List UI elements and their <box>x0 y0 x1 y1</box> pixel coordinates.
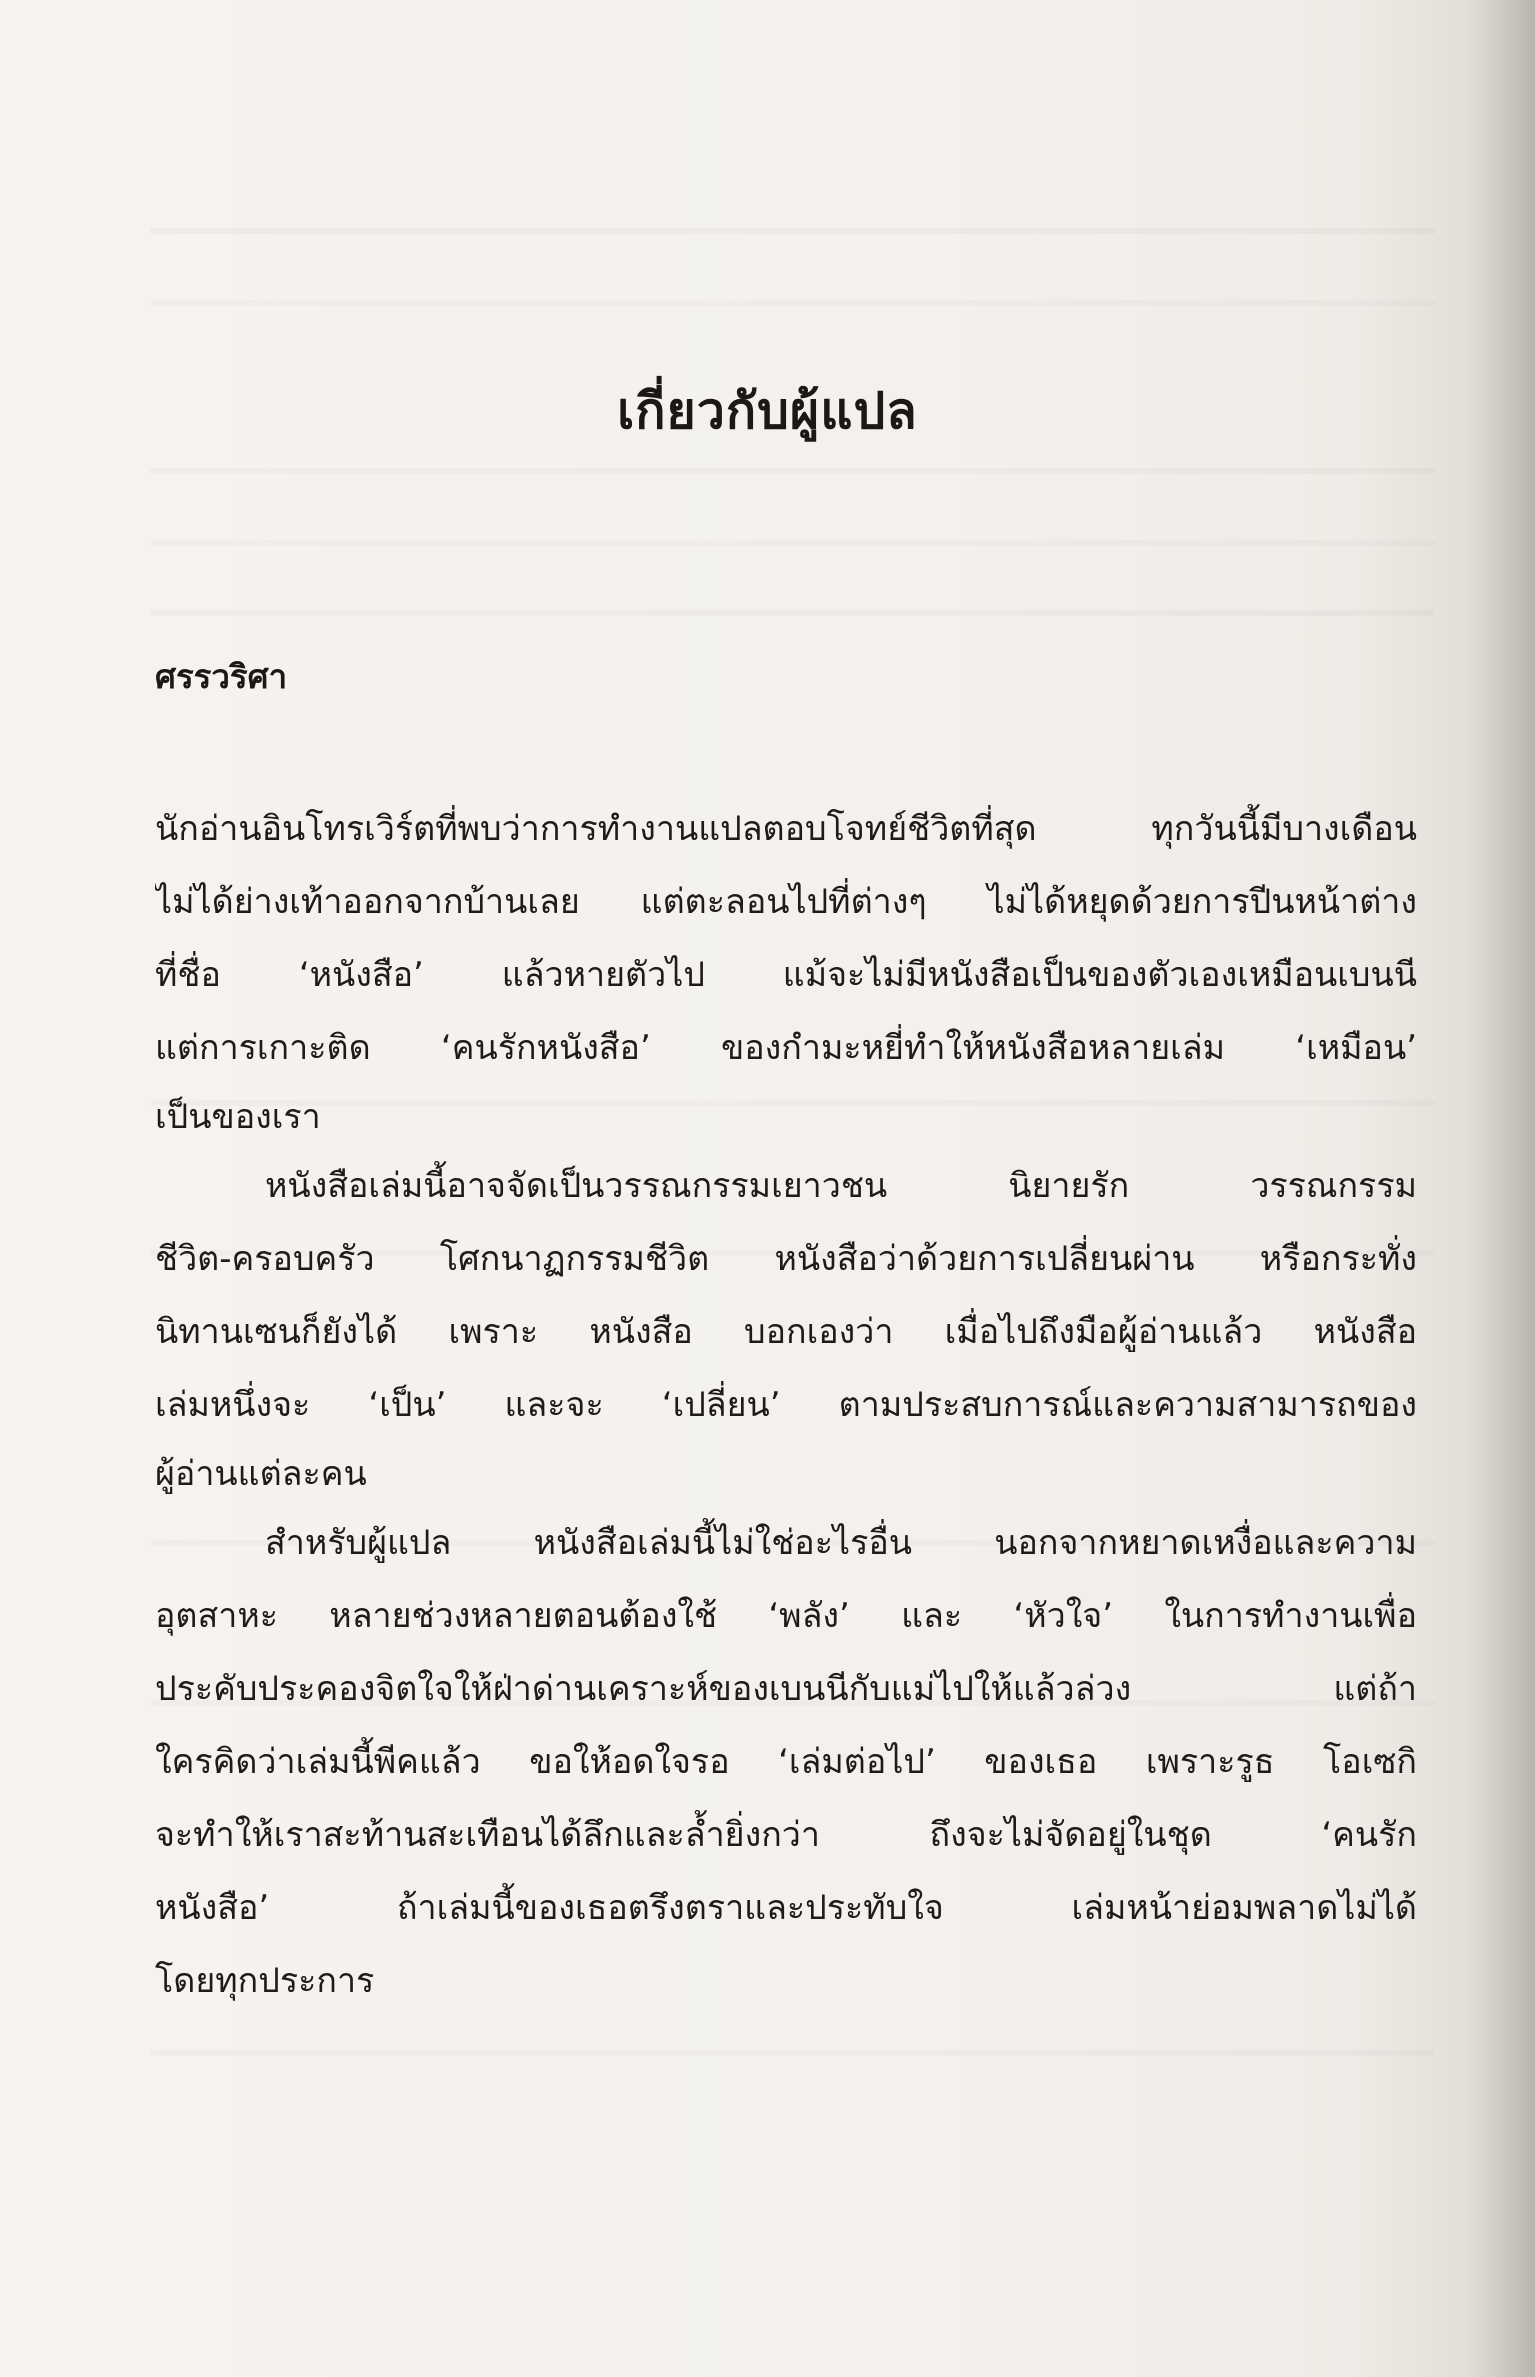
text-line: ชีวิต-ครอบครัว โศกนาฏกรรมชีวิต หนังสือว่าด้วยการเปลี่ยนผ่าน หรือกระทั่ง <box>155 1239 1417 1279</box>
show-through-line <box>150 468 1435 474</box>
show-through-line <box>150 300 1435 306</box>
show-through-line <box>150 540 1435 546</box>
text-line: ผู้อ่านแต่ละคน <box>155 1454 367 1494</box>
translator-name: ศรรวริศา <box>155 657 288 696</box>
text-line: ประคับประคองจิตใจให้ฝ่าด่านเคราะห์ของเบนนีกับแม่ไปให้แล้วล่วง แต่ถ้า <box>155 1669 1417 1709</box>
paragraph-start-line: หนังสือเล่มนี้อาจจัดเป็นวรรณกรรมเยาวชน นิยายรัก วรรณกรรม <box>265 1166 1417 1206</box>
text-line: นิทานเซนก็ยังได้ เพราะ หนังสือ บอกเองว่า เมื่อไปถึงมือผู้อ่านแล้ว หนังสือ <box>155 1312 1417 1352</box>
paragraph-start-line: สำหรับผู้แปล หนังสือเล่มนี้ไม่ใช่อะไรอื่น นอกจากหยาดเหงื่อและความ <box>265 1523 1417 1563</box>
text-line: อุตสาหะ หลายช่วงหลายตอนต้องใช้ ‘พลัง’ และ ‘หัวใจ’ ในการทำงานเพื่อ <box>155 1596 1417 1636</box>
show-through-line <box>150 610 1435 616</box>
show-through-line <box>150 2050 1435 2056</box>
text-line: จะทำให้เราสะท้านสะเทือนได้ลึกและล้ำยิ่งกว่า ถึงจะไม่จัดอยู่ในชุด ‘คนรัก <box>155 1815 1417 1855</box>
page-title: เกี่ยวกับผู้แปล <box>617 382 918 440</box>
text-line: หนังสือ’ ถ้าเล่มนี้ของเธอตรึงตราและประทับใจ เล่มหน้าย่อมพลาดไม่ได้ <box>155 1888 1417 1928</box>
text-line: ใครคิดว่าเล่มนี้พีคแล้ว ขอให้อดใจรอ ‘เล่มต่อไป’ ของเธอ เพราะรูธ โอเซกิ <box>155 1742 1417 1782</box>
text-line: โดยทุกประการ <box>155 1961 375 2001</box>
text-line: ที่ชื่อ ‘หนังสือ’ แล้วหายตัวไป แม้จะไม่มีหนังสือเป็นของตัวเองเหมือนเบนนี <box>155 955 1417 995</box>
body-text <box>155 793 1417 2018</box>
text-line: นักอ่านอินโทรเวิร์ตที่พบว่าการทำงานแปลตอบโจทย์ชีวิตที่สุด ทุกวันนี้มีบางเดือน <box>155 809 1417 849</box>
text-line: เล่มหนึ่งจะ ‘เป็น’ และจะ ‘เปลี่ยน’ ตามประสบการณ์และความสามารถของ <box>155 1385 1417 1425</box>
page-edge-shadow <box>1465 0 1535 2377</box>
text-line: เป็นของเรา <box>155 1097 321 1137</box>
text-line: ไม่ได้ย่างเท้าออกจากบ้านเลย แต่ตะลอนไปที่ต่างๆ ไม่ได้หยุดด้วยการปีนหน้าต่าง <box>155 882 1417 922</box>
text-line: แต่การเกาะติด ‘คนรักหนังสือ’ ของกำมะหยี่ทำให้หนังสือหลายเล่ม ‘เหมือน’ <box>155 1028 1417 1068</box>
show-through-line <box>150 228 1435 234</box>
